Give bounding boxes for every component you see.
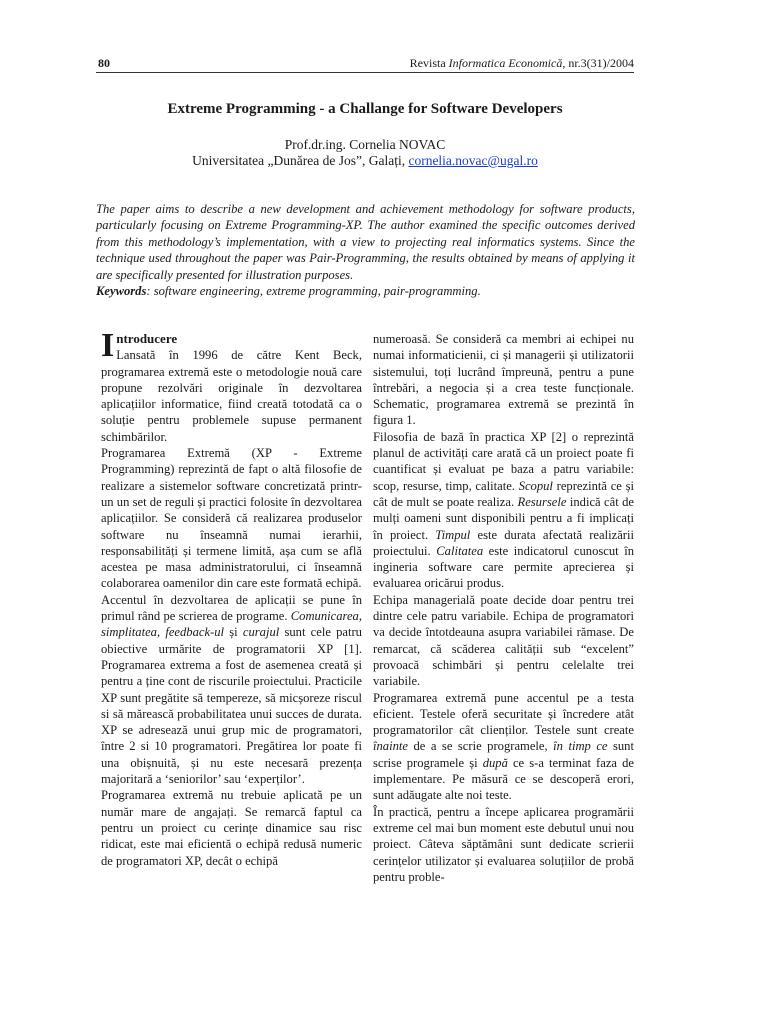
text-run: este indicatorul cunoscut în ingineria software care permite aprecierea și evaluarea oricărui produs. [373, 543, 634, 591]
column-left [101, 327, 362, 869]
keywords-text: : software engineering, extreme programming, pair-programming. [146, 284, 481, 299]
affiliation-text: Universitatea „Dunărea de Jos”, Galați, [192, 153, 409, 168]
journal-name: Informatica Economică [448, 56, 563, 70]
paragraph: Programarea extremă nu trebuie aplicată pe un număr mare de angajați. Se remarcă faptul ca pentru un proiect cu cerințe dinamice sau risc ridicat, este mai eficientă o echipă redusă numeric de programatori XP, decât o echipă [101, 788, 362, 868]
text-run: Programarea extremă pune accentul pe a testa eficient. Testele oferă securitate și încredere atât programatorilor cât clienților. Testele sunt create [373, 690, 634, 738]
paragraph: numeroasă. Se consideră ca membri ai echipei nu numai informaticienii, ci și managerii și utilizatorii sistemului, toți lucrând împreună, pentru a pune întrebări, a negocia și a crea teste funcționale. Schematic, programarea extremă se prezintă în figura 1. [373, 332, 634, 428]
emphasis: înainte [373, 739, 408, 754]
paragraph [101, 592, 362, 788]
emphasis: Scopul [518, 478, 553, 493]
emphasis: Resursele [517, 494, 567, 509]
author-name: Prof.dr.ing. Cornelia NOVAC [284, 137, 446, 152]
emphasis: Comunicarea, simplitatea, feedback-ul [101, 609, 362, 640]
header-rule [96, 72, 634, 73]
journal-issue: , nr.3(31)/2004 [562, 56, 634, 70]
abstract-text: The paper aims to describe a new development and achievement methodology for software products, particularly focusing on Extreme Programming-XP. The author examined the specific outcomes derived from this methodology’s implementation, with a view to projecting real informatics systems. Since the technique used throughout the paper was Pair-Programming, the results obtained by means of applying it are specifically presented for illustration purposes. [96, 202, 635, 282]
emphasis: Timpul [435, 527, 471, 542]
journal-header [410, 56, 634, 71]
text-run: de a se scrie programele, [407, 739, 554, 754]
journal-prefix: Revista [409, 56, 449, 70]
text-run: indică cât de mulți oameni sunt disponibili pentru a fi implicați în proiect. [373, 494, 634, 542]
page-number: 80 [98, 56, 110, 70]
emphasis: Calitatea [436, 543, 484, 558]
abstract [96, 201, 635, 299]
paragraph [373, 429, 634, 592]
paragraph: În practică, pentru a începe aplicarea programării extreme cel mai bun moment este debutul unui nou proiect. Câteva săptămâni sunt dedicate scrierii cerințelor utilizator și evaluarea soluțiilor de probă pentru proble- [373, 804, 634, 884]
text-run: și [224, 625, 243, 640]
text-run: este durata afectată realizării proiectului. [373, 527, 634, 558]
drop-cap: I [101, 327, 115, 364]
author-affiliation [96, 153, 634, 169]
text-run: reprezintă ce și cât de mult se poate realiza. [373, 478, 634, 509]
text-run: Accentul în dezvoltarea de aplicații se pune în primul rând pe scrierea de programe. [101, 592, 362, 624]
section-title: ntroducere [116, 331, 178, 346]
emphasis: în timp ce [553, 739, 608, 754]
paragraph: Programarea Extremă (XP - Extreme Programming) reprezintă de fapt o altă filosofie de realizare a sistemelor software concretizată printr-un un set de reguli și practici folosite în dezvoltarea aplicațiilor. Se consideră că realizarea produselor software nu înseamnă numai ierarhii, responsabilități și termene limită, așa cum se află acestea pe masa administratorului, ci înseamnă colaborarea oamenilor din care este formată echipă. [101, 446, 362, 591]
emphasis: după [482, 755, 508, 770]
author-block [96, 137, 634, 169]
emphasis: curajul [242, 625, 280, 640]
keywords [96, 283, 635, 299]
paragraph [373, 690, 634, 804]
paper-title: Extreme Programming - a Challange for Software Developers [167, 101, 563, 117]
paragraph: Lansată în 1996 de către Kent Beck, programarea extremă este o metodologie nouă care propune rezolvări originale în dezvoltarea aplicațiilor informatice, fiind creată totodată ca o soluție pentru problemele supuse permanent schimbărilor. [101, 348, 362, 444]
column-right [373, 331, 634, 885]
text-run: sunt scrise programele și [373, 739, 634, 770]
keywords-label: Keywords [96, 284, 147, 299]
author-email-link[interactable]: cornelia.novac@ugal.ro [408, 153, 538, 168]
text-run: ce s-a terminat faza de implementare. Pe măsură ce se descoperă erori, sunt adăugate alte noi teste. [373, 755, 634, 803]
text-run: Filosofia de bază în practica XP [2] o reprezintă planul de activități care arată că un proiect poate fi cuantificat și evaluat pe baza a patru variabile: scop, resurse, timp, calitate. [373, 429, 634, 493]
paragraph: Echipa managerială poate decide doar pentru trei dintre cele patru variabile. Echipa de programatori va decide întotdeauna asupra variabilei rămase. De remarcat, că scăderea calității sub “excelent” provoacă schimbări și pentru celelalte trei variabile. [373, 592, 634, 689]
text-run: sunt cele patru obiective urmărite de programatorii XP [1]. Programarea extrema a fost de asemenea creată și pentru a ține cont de riscurile proiectului. Practicile XP sunt pregătite să tempereze, să micșoreze riscul si să mărească probabilitatea unui succes de durata. XP se adresează unui grup mic de programatori, între 2 si 10 programatori. Pregătirea lor poate fi una obișnuită, și nu este necesară prezența majoritară a ‘seniorilor’ sau ‘experților’. [101, 625, 362, 787]
